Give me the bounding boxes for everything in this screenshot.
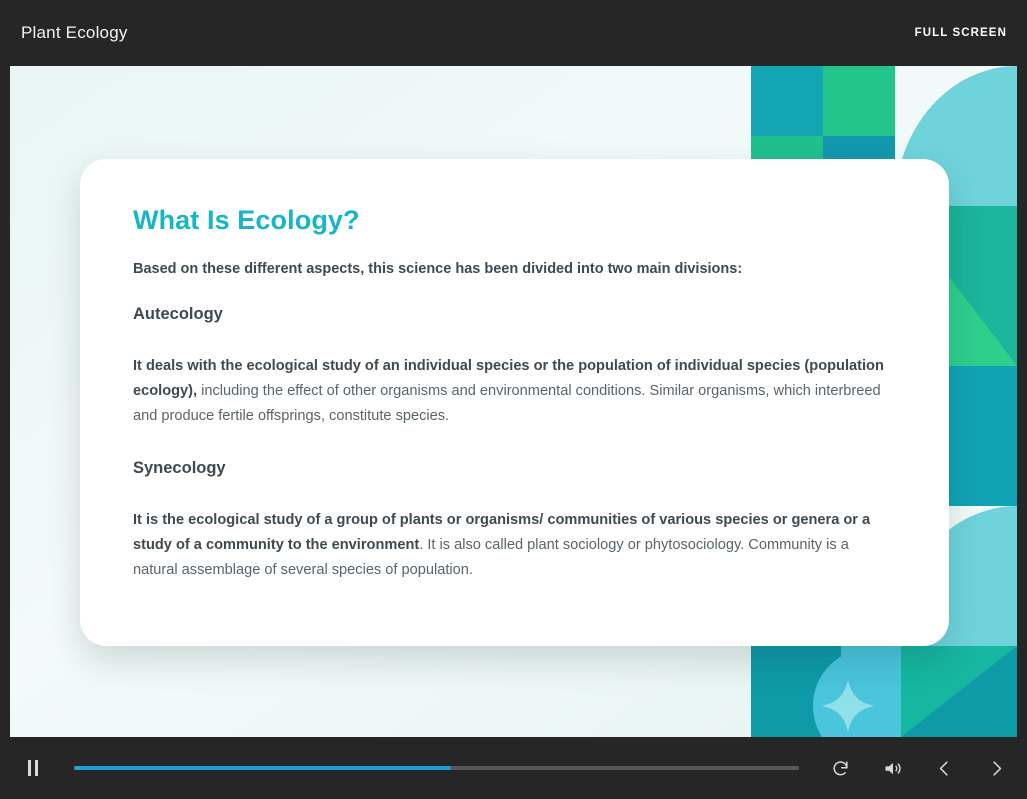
section-body-synecology	[133, 508, 893, 583]
player-topbar	[0, 0, 1027, 66]
pause-icon	[28, 760, 38, 776]
progress-scrubber[interactable]	[74, 766, 799, 770]
fullscreen-button[interactable]: FULL SCREEN	[914, 27, 1007, 39]
volume-button[interactable]	[879, 755, 905, 781]
progress-fill	[74, 766, 451, 770]
section-body-autecology	[133, 354, 893, 429]
slide-lead-text: Based on these different aspects, this science has been divided into two main divisions:	[133, 261, 743, 277]
volume-icon	[882, 758, 903, 779]
chevron-left-icon	[935, 759, 954, 778]
section-body-bold-synecology: It is the ecological study of a group of plants or organisms/ communities of various species or genera or a study of a community to the environment	[133, 512, 871, 553]
chevron-right-icon	[987, 759, 1006, 778]
page-title: Plant Ecology	[21, 23, 128, 42]
player-controls	[0, 737, 1027, 799]
slide-stage	[10, 66, 1017, 737]
section-body-bold-autecology: It deals with the ecological study of an individual species or the population of individual species (population ecology),	[133, 358, 884, 399]
slide-content-card	[80, 159, 949, 646]
replay-icon	[831, 759, 850, 778]
section-subheading-synecology: Synecology	[133, 459, 226, 477]
section-subheading-autecology: Autecology	[133, 305, 223, 323]
replay-button[interactable]	[827, 755, 853, 781]
section-body-rest-synecology: . It is also called plant sociology or phytosociology. Community is a natural assemblage of several species of population.	[133, 537, 849, 578]
previous-button[interactable]	[931, 755, 957, 781]
next-button[interactable]	[983, 755, 1009, 781]
slide-heading: What Is Ecology?	[133, 205, 360, 235]
pause-button[interactable]	[20, 755, 46, 781]
section-body-rest-autecology: including the effect of other organisms and environmental conditions. Similar organisms, which interbreed and produce fertile offsprings, constitute species.	[133, 383, 881, 424]
control-icon-group	[819, 755, 1009, 781]
